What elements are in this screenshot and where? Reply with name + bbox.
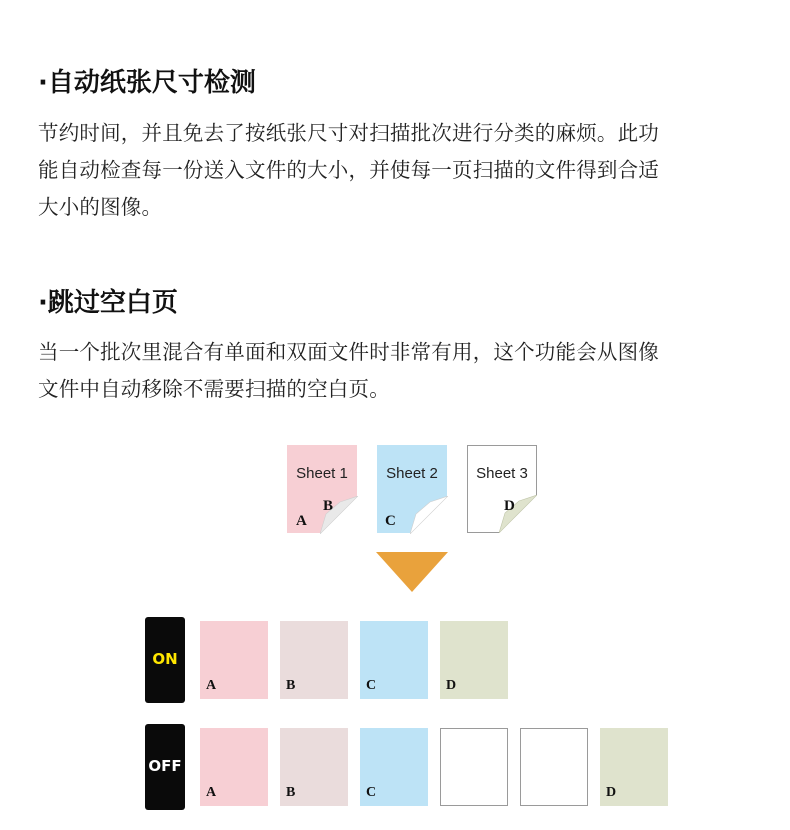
page-label: C xyxy=(366,785,377,800)
sheet-back-label: B xyxy=(323,498,334,514)
output-page xyxy=(360,621,428,699)
page-label: D xyxy=(446,678,457,693)
blank-page xyxy=(440,728,508,806)
sheet-3 xyxy=(467,445,537,533)
page-label: C xyxy=(366,678,377,693)
page-label: B xyxy=(286,678,296,693)
page-label: D xyxy=(606,785,617,800)
page-label: A xyxy=(206,785,217,800)
output-page xyxy=(280,621,348,699)
output-page xyxy=(360,728,428,806)
sheet-1 xyxy=(287,445,357,533)
body-line: 当一个批次里混合有单面和双面文件时非常有用，这个功能会从图像 xyxy=(38,340,659,364)
down-arrow-icon xyxy=(376,552,448,592)
section-title-auto-size: ·自动纸张尺寸检测 xyxy=(38,68,256,98)
sheet-title: Sheet 3 xyxy=(476,465,528,482)
sheet-front-label: A xyxy=(296,513,307,529)
body-line: 文件中自动移除不需要扫描的空白页。 xyxy=(38,377,390,401)
sheet-2 xyxy=(377,445,447,533)
output-page xyxy=(600,728,668,806)
on-label: ON xyxy=(152,650,178,668)
output-page xyxy=(200,728,268,806)
page-curl-icon xyxy=(410,496,448,534)
section-body-auto-size xyxy=(38,115,753,226)
output-page xyxy=(280,728,348,806)
page-label: A xyxy=(206,678,217,693)
output-page xyxy=(440,621,508,699)
blank-page xyxy=(520,728,588,806)
sheet-title: Sheet 1 xyxy=(296,465,348,482)
off-switch-icon xyxy=(145,724,185,810)
page-label: B xyxy=(286,785,296,800)
off-label: OFF xyxy=(148,757,182,775)
sheet-front-label: C xyxy=(385,513,396,529)
section-title-skip-blank: ·跳过空白页 xyxy=(38,288,178,318)
sheet-back-label: D xyxy=(504,498,515,514)
body-line: 节约时间，并且免去了按纸张尺寸对扫描批次进行分类的麻烦。此功 xyxy=(38,121,659,145)
body-line: 能自动检查每一份送入文件的大小，并使每一页扫描的文件得到合适 xyxy=(38,158,659,182)
sheet-title: Sheet 2 xyxy=(386,465,438,482)
output-page xyxy=(200,621,268,699)
body-line: 大小的图像。 xyxy=(38,195,163,219)
section-body-skip-blank xyxy=(38,334,753,408)
on-switch-icon xyxy=(145,617,185,703)
